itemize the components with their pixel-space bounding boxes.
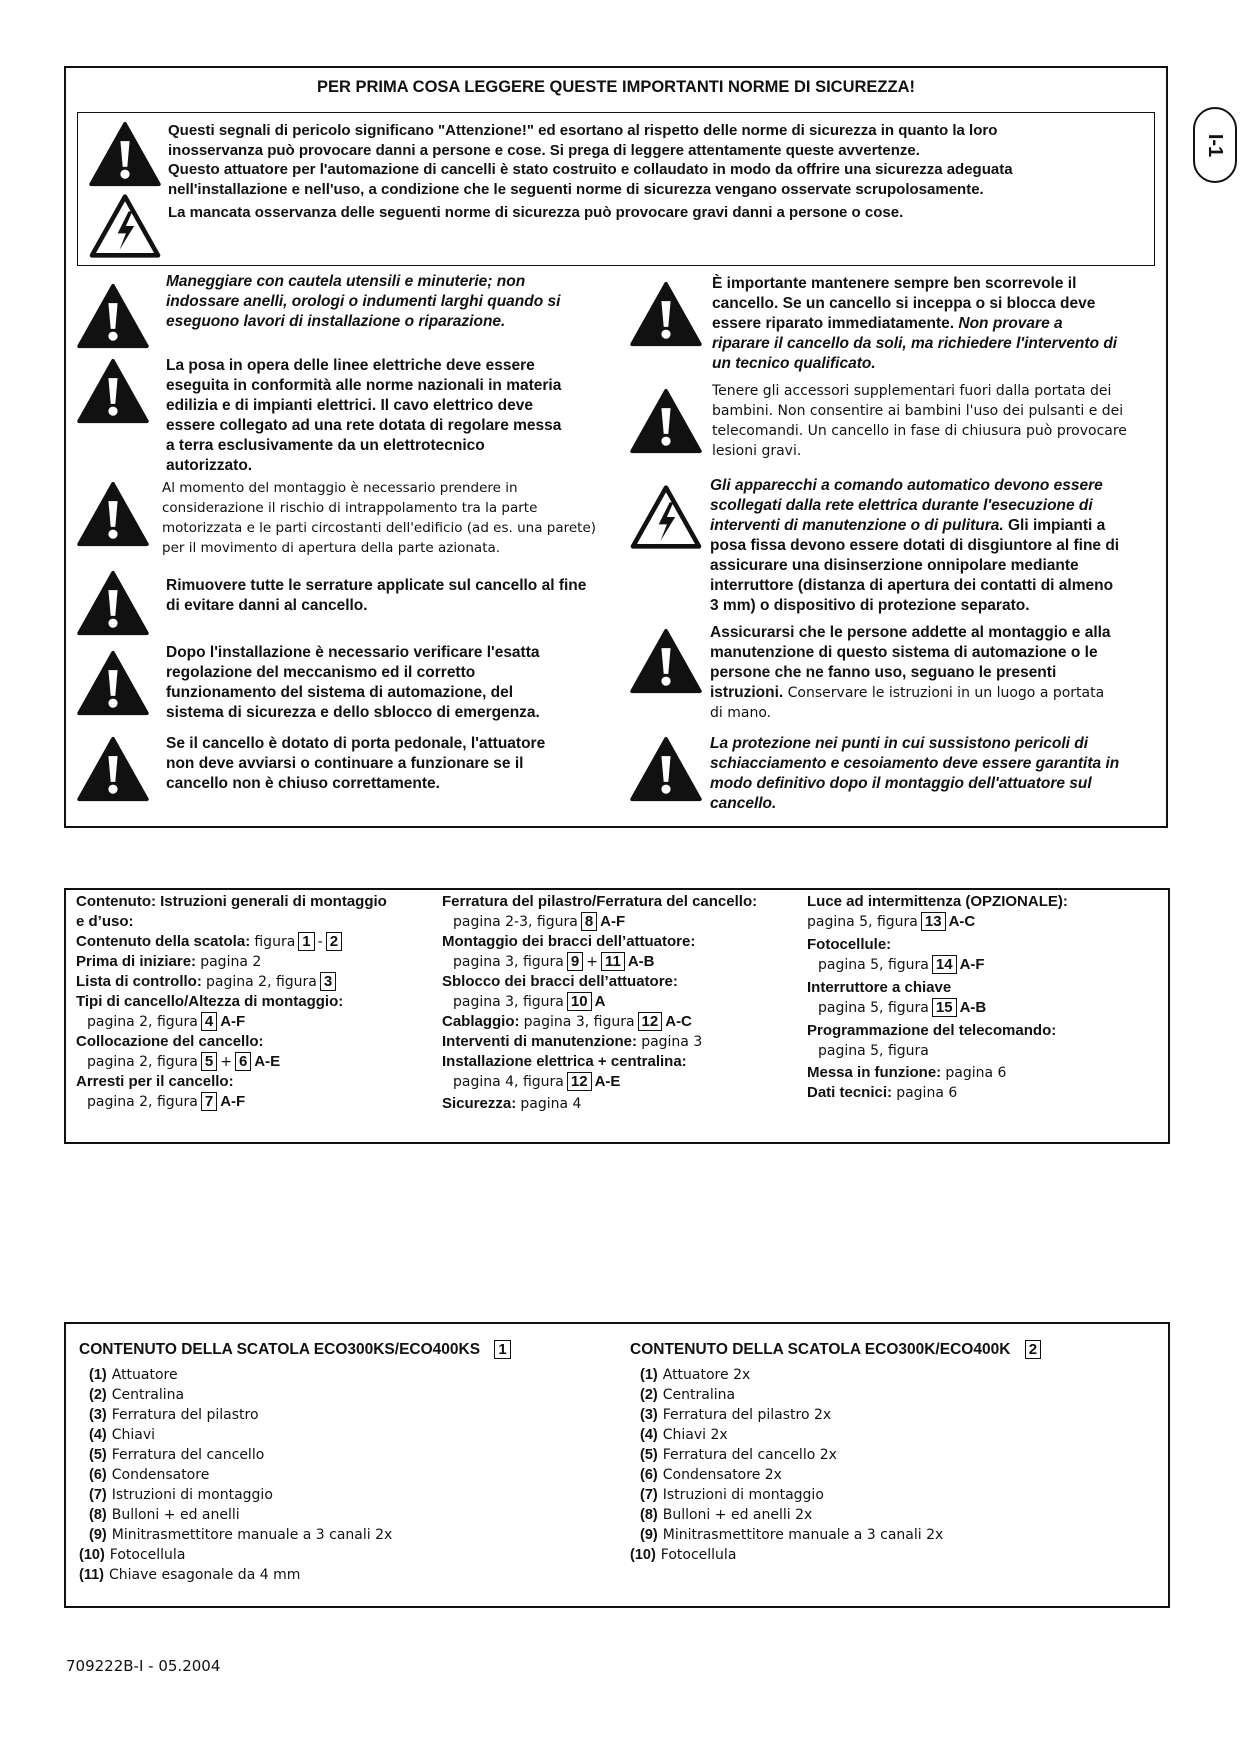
list-item: (10) Fotocellula xyxy=(79,1547,186,1563)
warning-text-trapping: Al momento del montaggio è necessario prendere in considerazione il rischio di intrappolamento tra la parte motorizzata e le parti circostanti dell'edificio (ad es. una parete) per il movimento di apertura della parte azionata. xyxy=(162,480,597,556)
warning-icon xyxy=(629,736,703,802)
warning-icon xyxy=(76,481,150,547)
warning-icon xyxy=(88,121,162,187)
warning-icon xyxy=(629,281,703,347)
box-contents-list xyxy=(630,1365,1044,1565)
warning-text-pedestrian-door: Se il cancello è dotato di porta pedonale, l'attuatore non deve avviarsi o continuare a funzionare se il cancello non è chiuso correttamente. xyxy=(166,735,546,792)
warning-text-tools: Maneggiare con cautela utensili e minuterie; non indossare anelli, orologi o indumenti larghi quando si eseguono lavori di installazione o riparazione. xyxy=(166,273,561,330)
list-item: (2) Centralina xyxy=(640,1387,736,1403)
box-contents-list xyxy=(79,1365,514,1585)
index-column-1: Contenuto: Istruzioni generali di montaggio e d’uso: Contenuto della scatola: figura 1 - 2 Prima di iniziare: pagina 2 Lista di controllo: pagina 2, figura 3 Tipi di cancello/Altezza di montaggio: pagina 2, figura 4 A-F Collocazione del cancello: pagina 2, figura 5 + 6 A-E Arresti per il cancello: pagina 2, figura 7 A-F xyxy=(76,893,387,1110)
warning-icon xyxy=(76,736,150,802)
contents-index-box xyxy=(64,888,1170,1144)
index-column-2: Ferratura del pilastro/Ferratura del cancello: pagina 2-3, figura 8 A-F Montaggio dei bracci dell’attuatore: pagina 3, figura 9 + 11 A-B Sblocco dei bracci dell’attuatore: pagina 3, figura 10 A Cablaggio: pagina 3, figura 12 A-C Interventi di manutenzione: pagina 3 Installazione elettrica + centralina: pagina 4, figura 12 A-E Sicurezza: pagina 4 xyxy=(442,893,758,1112)
list-item: (7) Istruzioni di montaggio xyxy=(89,1487,273,1503)
index-column-3: Luce ad intermittenza (OPZIONALE): pagina 5, figura 13 A-C Fotocellule: pagina 5, figura 14 A-F Interruttore a chiave pagina 5, figura 15 A-B Programmazione del telecomando: pagina 5, figura Messa in funzione: pagina 6 Dati tecnici: pagina 6 xyxy=(807,893,1068,1101)
document-code: 709222B-I - 05.2004 xyxy=(66,1657,221,1675)
warning-text-locks: Rimuovere tutte le serrature applicate sul cancello al fine di evitare danni al cancello. xyxy=(166,577,587,614)
electric-hazard-icon xyxy=(88,193,162,259)
list-item: (1) Attuatore 2x xyxy=(640,1367,751,1383)
warning-icon xyxy=(76,570,150,636)
list-item: (10) Fotocellula xyxy=(630,1547,737,1563)
list-item: (2) Centralina xyxy=(89,1387,185,1403)
warning-text-disconnect: Gli apparecchi a comando automatico devono essere scollegati dalla rete elettrica durante l'esecuzione di interventi di manutenzione o di pulitura. Gli impianti a posa fissa devono essere dotati di disgiuntore al fine di assicurare una disinserzione onnipolare mediante interruttore (distanza di apertura dei contatti di almeno 3 mm) o dispositivo di protezione separato. xyxy=(710,477,1120,614)
box-contents-panel xyxy=(64,1322,1170,1608)
box-contents-right xyxy=(630,1340,1044,1565)
warning-text-children: Tenere gli accessori supplementari fuori dalla portata dei bambini. Non consentire ai bambini l'uso dei pulsanti e dei telecomandi. Un cancello in fase di chiusura può provocare lesioni gravi. xyxy=(712,383,1127,459)
warning-icon xyxy=(76,650,150,716)
list-item: (4) Chiavi 2x xyxy=(640,1427,728,1443)
list-item: (8) Bulloni + ed anelli xyxy=(89,1507,240,1523)
safety-title: PER PRIMA COSA LEGGERE QUESTE IMPORTANTI NORME DI SICUREZZA! xyxy=(317,78,915,96)
list-item: (1) Attuatore xyxy=(89,1367,178,1383)
list-item: (11) Chiave esagonale da 4 mm xyxy=(79,1567,301,1583)
warning-text-crushing: La protezione nei punti in cui sussistono pericoli di schiacciamento e cesoiamento deve essere garantita in modo definitivo dopo il montaggio dell'attuatore sul cancello. xyxy=(710,735,1120,812)
list-item: (9) Minitrasmettitore manuale a 3 canali 2x xyxy=(640,1527,944,1543)
list-item: (5) Ferratura del cancello 2x xyxy=(640,1447,837,1463)
safety-intro-box xyxy=(77,112,1155,266)
list-item: (7) Istruzioni di montaggio xyxy=(640,1487,824,1503)
box-contents-left xyxy=(79,1340,514,1585)
safety-box xyxy=(64,66,1168,828)
safety-intro-text: Questi segnali di pericolo significano "Attenzione!" ed esortano al rispetto delle norme di sicurezza in quanto la loro inosservanza può provocare danni a persone e cose. Si prega di leggere attentamente queste avvertenze. Questo attuatore per l'automazione di cancelli è stato costruito e collaudato in modo da offrire una sicurezza adeguata nell'installazione e nell'uso, a condizione che le seguenti norme di sicurezza vengano osservate scrupolosamente. La mancata osservanza delle seguenti norme di sicurezza può provocare gravi danni a persone o cose. xyxy=(168,122,1013,221)
list-item: (4) Chiavi xyxy=(89,1427,156,1443)
warning-text-instructions: Assicurarsi che le persone addette al montaggio e alla manutenzione di questo sistema di automazione o le persone che ne fanno uso, seguano le presenti istruzioni. Conservare le istruzioni in un luogo a portata di mano. xyxy=(710,624,1111,721)
list-item: (8) Bulloni + ed anelli 2x xyxy=(640,1507,813,1523)
page-number-tab: I-1 xyxy=(1193,107,1237,183)
electric-hazard-icon xyxy=(629,484,703,550)
list-item: (3) Ferratura del pilastro xyxy=(89,1407,259,1423)
list-item: (3) Ferratura del pilastro 2x xyxy=(640,1407,832,1423)
figure-ref: 1 xyxy=(494,1340,510,1359)
list-item: (5) Ferratura del cancello xyxy=(89,1447,265,1463)
list-item: (6) Condensatore xyxy=(89,1467,210,1483)
box-contents-title: CONTENUTO DELLA SCATOLA ECO300KS/ECO400KS xyxy=(79,1341,481,1358)
warning-icon xyxy=(76,283,150,349)
list-item: (6) Condensatore 2x xyxy=(640,1467,782,1483)
warning-text-smooth-gate: È importante mantenere sempre ben scorrevole il cancello. Se un cancello si inceppa o si blocca deve essere riparato immediatamente. Non provare a riparare il cancello da soli, ma richiedere l'intervento di un tecnico qualificato. xyxy=(712,275,1118,372)
warning-icon xyxy=(629,388,703,454)
warning-icon xyxy=(76,358,150,424)
list-item: (9) Minitrasmettitore manuale a 3 canali 2x xyxy=(89,1527,393,1543)
box-contents-title: CONTENUTO DELLA SCATOLA ECO300K/ECO400K xyxy=(630,1341,1011,1358)
warning-icon xyxy=(629,628,703,694)
warning-text-electrical: La posa in opera delle linee elettriche deve essere eseguita in conformità alle norme nazionali in materia edilizia e di impianti elettrici. Il cavo elettrico deve essere collegato ad una rete dotata di regolare messa a terra esclusivamente da un elettrotecnico autorizzato. xyxy=(166,357,562,474)
figure-ref: 2 xyxy=(1025,1340,1041,1359)
warning-text-verify: Dopo l'installazione è necessario verificare l'esatta regolazione del meccanismo ed il corretto funzionamento del sistema di automazione, del sistema di sicurezza e dello sblocco di emergenza. xyxy=(166,644,540,721)
